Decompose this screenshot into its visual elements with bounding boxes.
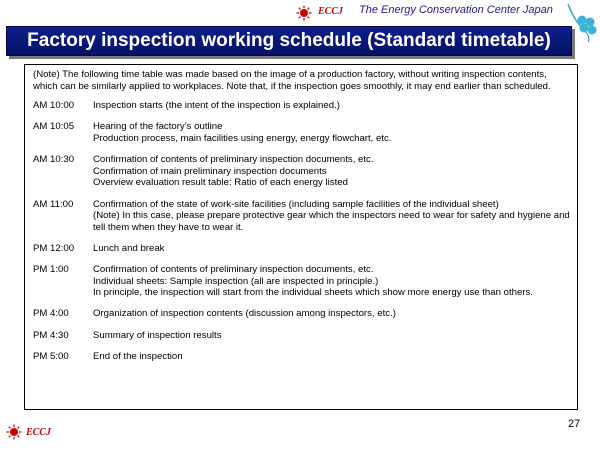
eccj-sun-logo-icon	[296, 5, 312, 21]
schedule-line: Organization of inspection contents (discussion among inspectors, etc.)	[93, 308, 396, 320]
schedule-note: (Note) The following time table was made based on the image of a production factory, without writing inspection contents, which can be similarly applied to workplaces. Note that, if the inspection goes smoothly, it may end earlier than scheduled.	[33, 69, 551, 92]
schedule-line: Confirmation of contents of preliminary inspection documents, etc.	[93, 154, 374, 166]
schedule-description	[93, 154, 571, 189]
schedule-time: AM 10:30	[33, 154, 75, 166]
schedule-line: Lunch and break	[93, 242, 165, 254]
schedule-time: AM 10:05	[33, 121, 75, 133]
schedule-box	[24, 64, 578, 410]
header-bar	[0, 0, 600, 26]
schedule-line: Summary of inspection results	[93, 329, 222, 341]
schedule-row	[33, 243, 571, 255]
schedule-line: Confirmation of contents of preliminary inspection documents, etc.	[93, 264, 374, 276]
schedule-list	[33, 100, 571, 362]
schedule-description	[93, 243, 571, 255]
organization-name: The Energy Conservation Center Japan	[359, 4, 553, 16]
schedule-time: AM 10:00	[33, 100, 75, 112]
footer-logo	[6, 424, 66, 444]
schedule-time: PM 5:00	[33, 350, 69, 362]
schedule-description	[93, 264, 571, 299]
eccj-logo-text: ECCJ	[318, 6, 344, 17]
schedule-row	[33, 351, 571, 363]
schedule-row	[33, 330, 571, 342]
schedule-row	[33, 154, 571, 189]
schedule-description	[93, 199, 571, 234]
schedule-description	[93, 121, 571, 144]
schedule-time: AM 11:00	[33, 198, 74, 210]
schedule-row	[33, 121, 571, 144]
slide-title: Factory inspection working schedule (Standard timetable)	[27, 30, 551, 51]
schedule-line: Confirmation of the state of work-site facilities (including sample facilities of the individual sheet)	[93, 198, 499, 210]
schedule-row	[33, 264, 571, 299]
schedule-time: PM 12:00	[33, 242, 75, 254]
schedule-time: PM 4:30	[33, 329, 69, 341]
page-number: 27	[568, 418, 581, 430]
schedule-line: Individual sheets: Sample inspection (all are inspected in principle.)	[93, 275, 379, 287]
schedule-description	[93, 100, 571, 112]
schedule-description	[93, 308, 571, 320]
eccj-sun-logo-icon	[6, 424, 22, 440]
schedule-line: Inspection starts (the intent of the inspection is explained.)	[93, 100, 340, 112]
schedule-line: Overview evaluation result table: Ratio of each energy listed	[93, 177, 348, 189]
schedule-line: Hearing of the factory’s outline	[93, 121, 223, 133]
schedule-line: Confirmation of main preliminary inspection documents	[93, 165, 327, 177]
schedule-row	[33, 308, 571, 320]
schedule-line: (Note) In this case, please prepare protective gear which the inspectors need to wear for safety and hygiene and tell them when they have to wear it.	[93, 210, 570, 233]
slide-title-bar	[6, 26, 572, 56]
schedule-description	[93, 351, 571, 363]
schedule-time: PM 1:00	[33, 264, 69, 276]
footer-logo-text: ECCJ	[26, 427, 52, 438]
schedule-line: End of the inspection	[93, 350, 183, 362]
schedule-time: PM 4:00	[33, 308, 69, 320]
schedule-row	[33, 199, 571, 234]
schedule-line: In principle, the inspection will start from the individual sheets which show more energy use than others.	[93, 287, 533, 299]
schedule-description	[93, 330, 571, 342]
schedule-line: Production process, main facilities using energy, energy flowchart, etc.	[93, 132, 392, 144]
schedule-row	[33, 100, 571, 112]
